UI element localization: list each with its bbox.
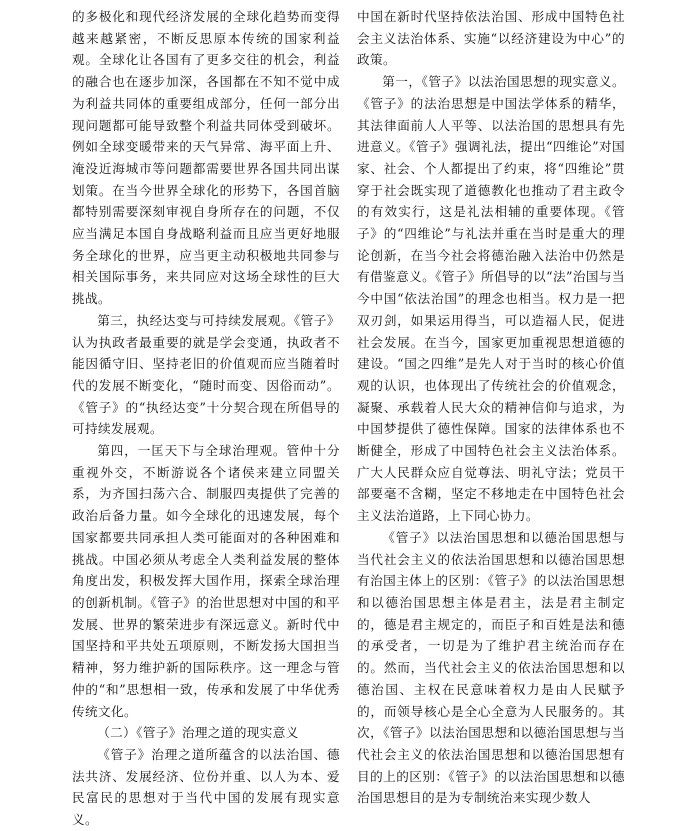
left-column [72,6,340,828]
right-paragraph-continued: 中国在新时代坚持依法治国、形成中国特色社会主义法治体系、实施“以经济建设为中心”的政策。 [357,9,625,68]
section-heading: （二）《管子》治理之道的现实意义 [97,725,299,741]
left-paragraph-global-governance: 第四，一匡天下与全球治理观。管仲十分重视外交，不断游说各个诸侯来建立同盟关系，为齐国扫荡六合、制服四夷提供了完善的政治后备力量。如今全球化的迅速发展，每个国家都要共同承担人类可能面对的各种困难和挑战。中国必须从考虑全人类利益发展的整体角度出发，积极发挥大国作用，探索全球治理的创新机制。《管子》的治世思想对中国的和平发展、世界的繁荣进步有深远意义。新时代中国坚持和平共处五项原则，不断发扬大国担当精神，努力维护新的国际秩序。这一理念与管仲的“和”思想相一致，传承和发展了中华优秀传统文化。 [72,443,340,719]
right-paragraph-rule-of-law: 第一，《管子》以法治国思想的现实意义。《管子》的法治思想是中国法学体系的精华，其法律面前人人平等、以法治国的思想具有先进意义。《管子》强调礼法，提出“四维论”对国家、社会、个人都提出了约束，将“四维论”贯穿于社会既实现了道德教化也推动了君主政令的有效实行，这是礼法相辅的重要体现。《管子》的“四维论”与礼法并重在当时是重大的理论创新，在当今社会将德治融入法治中仍然是有借鉴意义。《管子》所倡导的以“法”治国与当今中国“依法治国”的理念也相当。权力是一把双刃剑，如果运用得当，可以造福人民，促进社会发展。在当今，国家更加重视思想道德的建设。“国之四维”是先人对于当时的核心价值观的认识，也体现出了传统社会的价值观念，凝聚、承载着人民大众的精神信仰与追求，为中国梦提供了德性保障。国家的法律体系也不断健全，形成了中国特色社会主义法治体系。广大人民群众应自觉尊法、明礼守法；党员干部要毫不含糊，坚定不移地走在中国特色社会主义法治道路，上下同心协力。 [357,74,625,524]
right-paragraph-comparison: 《管子》以法治国思想和以德治国思想与当代社会主义的依法治国思想和以德治国思想有治国主体上的区别：《管子》的以法治国思想和以德治国思想主体是君主，法是君主制定的，德是君主规定的，而臣子和百姓是法和德的承受者，一切是为了维护君主统治而存在的。然而，当代社会主义的依法治国思想和以德治国、主权在民意味着权力是由人民赋予的，而领导核心是全心全意为人民服务的。其次，《管子》以法治国思想和以德治国思想与当代社会主义的依法治国思想和以德治国思想有目的上的区别：《管子》的以法治国思想和以德治国思想目的是为专制统治来实现少数人 [357,529,625,806]
left-paragraph-governance-intro: 《管子》治理之道所蕴含的以法治国、德法共济、发展经济、位份并重、以人为本、爱民富民的思想对于当代中国的发展有现实意义。 [72,746,340,828]
left-paragraph-sustainability: 第三，执经达变与可持续发展观。《管子》认为执政者最重要的就是学会变通，执政者不能因循守旧、坚持老旧的价值观而应当随着时代的发展不断变化，“随时而变、因俗而动”。《管子》的“执经达变”十分契合现在所倡导的可持续发展观。 [72,312,340,437]
right-column [357,6,625,806]
left-paragraph-continued: 的多极化和现代经济发展的全球化趋势而变得越来越紧密，不断反思原本传统的国家利益观。全球化让各国有了更多交往的机会，利益的融合也在逐步加深，各国都在不知不觉中成为利益共同体的重要组成部分，任何一部分出现问题都可能导致整个利益共同体受到破坏。例如全球变暖带来的天气异常、海平面上升、淹没近海城市等问题都需要世界各国共同出谋划策。在当今世界全球化的形势下，各国首脑都特别需要深刻审视自身所存在的问题，不仅应当满足本国自身战略利益而且应当更好地服务全球化的世界，应当更主动积极地共同参与相关国际事务，来共同应对这场全球性的巨大挑战。 [72,9,340,307]
